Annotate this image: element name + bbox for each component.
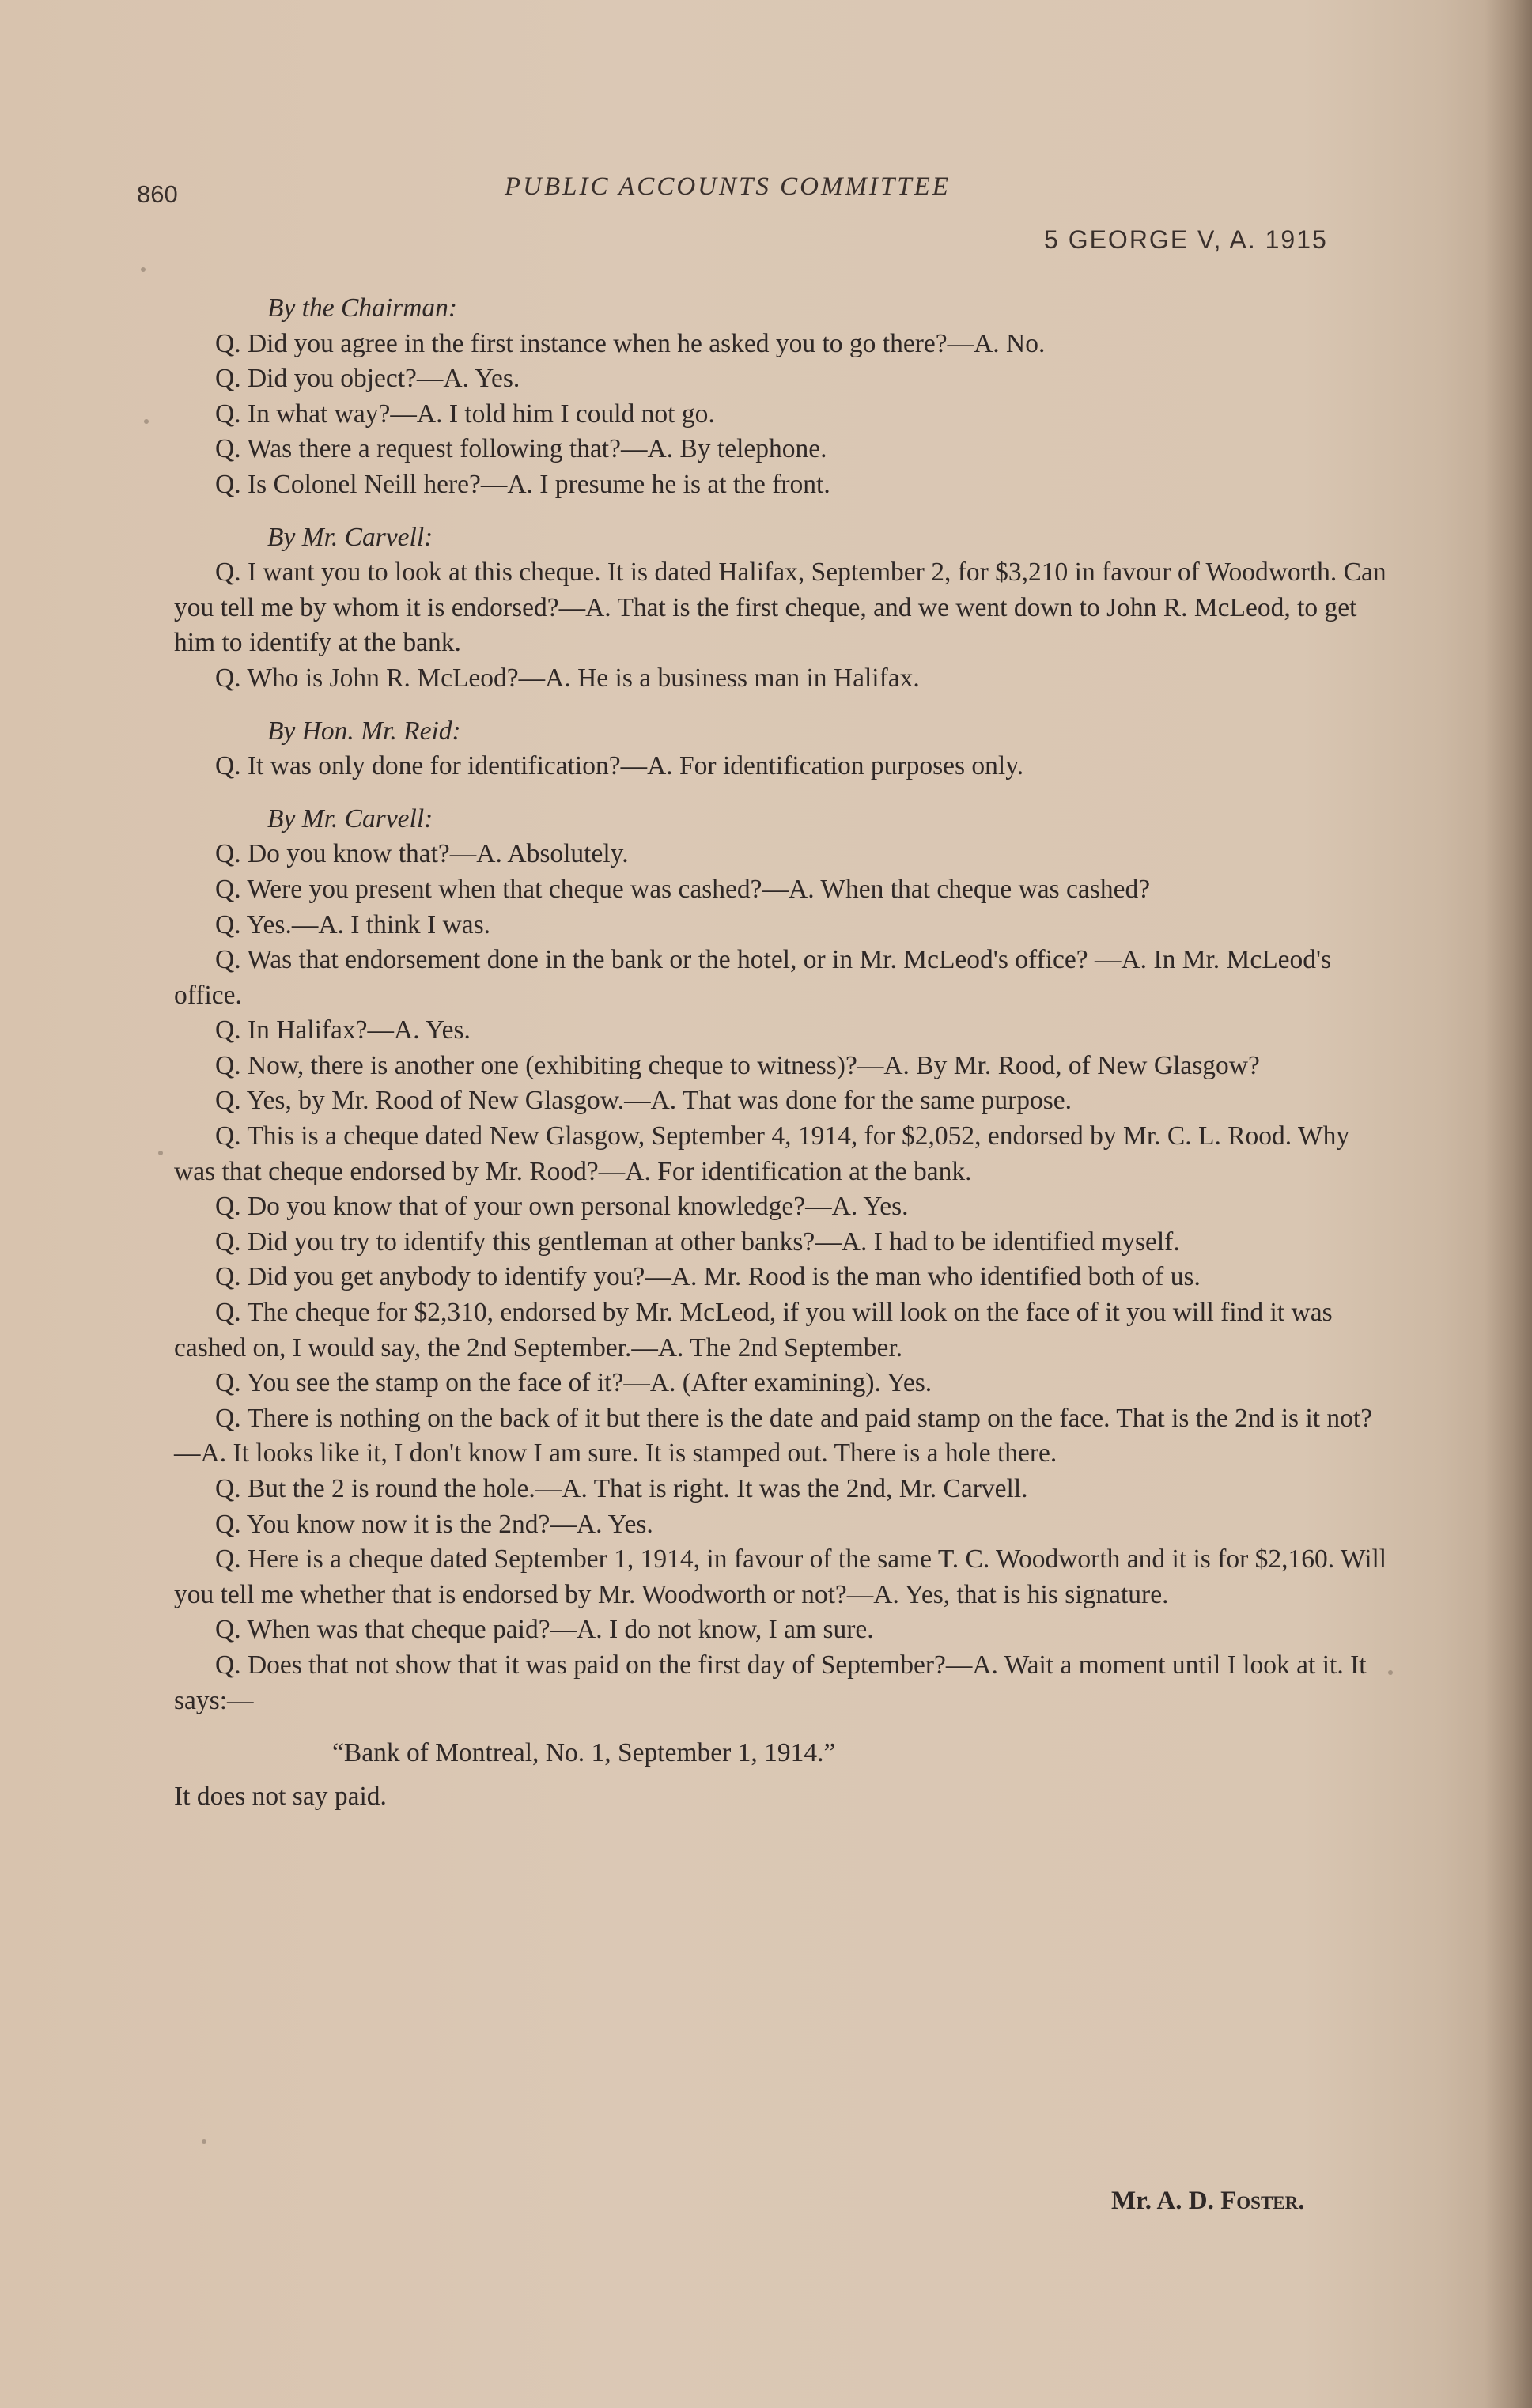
speaker-heading: By Mr. Carvell: — [267, 803, 433, 834]
page-number: 860 — [137, 180, 178, 208]
running-title: PUBLIC ACCOUNTS COMMITTEE — [505, 172, 951, 201]
qa-paragraph: Q. Yes.—A. I think I was. — [215, 909, 491, 939]
qa-paragraph: Q. Was that endorsement done in the bank or the hotel, or in Mr. McLeod's office? —A. In Mr. McLeod's office. — [174, 945, 1332, 1010]
speaker-heading: By the Chairman: — [267, 293, 458, 323]
witness-signature-line — [1111, 2187, 1305, 2216]
qa-paragraph: Q. Did you object?—A. Yes. — [215, 364, 520, 394]
qa-paragraph: Q. I want you to look at this cheque. It is dated Halifax, September 2, for $3,210 in favour of Woodworth. Can you tell me by whom it is endorsed?—A. That is the first cheque, and we went down to John R. McLeod, to get him to identify at the bank. — [174, 558, 1386, 658]
signature-surname: Foster. — [1220, 2187, 1305, 2215]
qa-paragraph: Q. Who is John R. McLeod?—A. He is a business man in Halifax. — [215, 663, 920, 693]
quoted-text: “Bank of Montreal, No. 1, September 1, 1914.” — [332, 1738, 836, 1768]
qa-paragraph: Q. There is nothing on the back of it but there is the date and paid stamp on the face. That is the 2nd is it not?—A. It looks like it, I don't know I am sure. It is stamped out. There is a hole there. — [174, 1403, 1373, 1469]
qa-paragraph: Q. This is a cheque dated New Glasgow, September 4, 1914, for $2,052, endorsed by Mr. C. L. Rood. Why was that cheque endorsed by Mr. Rood?—A. For identification at the bank. — [174, 1121, 1350, 1186]
paper-speck — [202, 2139, 206, 2144]
qa-paragraph: Q. In Halifax?—A. Yes. — [215, 1015, 471, 1045]
qa-paragraph: Q. In what way?—A. I told him I could not go. — [215, 399, 715, 429]
qa-paragraph: Q. Were you present when that cheque was cashed?—A. When that cheque was cashed? — [215, 874, 1151, 904]
speaker-heading: By Hon. Mr. Reid: — [267, 716, 461, 746]
qa-paragraph: Q. But the 2 is round the hole.—A. That is right. It was the 2nd, Mr. Carvell. — [215, 1474, 1028, 1503]
paper-speck — [1388, 1670, 1393, 1675]
signature-prefix: Mr. A. D. — [1111, 2187, 1221, 2215]
edition-line: 5 GEORGE V, A. 1915 — [1044, 225, 1328, 254]
qa-paragraph: Q. Here is a cheque dated September 1, 1914, in favour of the same T. C. Woodworth and it is for $2,160. Will you tell me whether that is endorsed by Mr. Woodworth or not?—A. Yes, that is his signature. — [174, 1544, 1387, 1609]
qa-paragraph: Q. Did you get anybody to identify you?—A. Mr. Rood is the man who identified both of us. — [215, 1262, 1201, 1292]
qa-paragraph: Q. Is Colonel Neill here?—A. I presume he is at the front. — [215, 469, 830, 499]
qa-paragraph: Q. You know now it is the 2nd?—A. Yes. — [215, 1509, 653, 1539]
qa-paragraph: Q. It was only done for identification?—A. For identification purposes only. — [215, 751, 1024, 781]
qa-paragraph: Q. Now, there is another one (exhibiting cheque to witness)?—A. By Mr. Rood, of New Glasgow? — [215, 1050, 1260, 1080]
qa-paragraph: Q. Did you try to identify this gentleman at other banks?—A. I had to be identified myself. — [215, 1227, 1180, 1257]
qa-paragraph: Q. When was that cheque paid?—A. I do not know, I am sure. — [215, 1615, 874, 1645]
paper-speck — [144, 419, 149, 424]
paper-speck — [141, 267, 146, 272]
qa-paragraph: Q. Yes, by Mr. Rood of New Glasgow.—A. That was done for the same purpose. — [215, 1086, 1072, 1116]
qa-paragraph: Q. Did you agree in the first instance when he asked you to go there?—A. No. — [215, 328, 1046, 358]
qa-paragraph: Q. Was there a request following that?—A. By telephone. — [215, 434, 827, 464]
spine-shadow — [1485, 0, 1532, 2408]
qa-paragraph: Q. Do you know that of your own personal knowledge?—A. Yes. — [215, 1192, 909, 1222]
qa-paragraph: Q. You see the stamp on the face of it?—A. (After examining). Yes. — [215, 1368, 932, 1398]
speaker-heading: By Mr. Carvell: — [267, 522, 433, 552]
closing-line: It does not say paid. — [174, 1781, 387, 1811]
qa-paragraph: Q. Does that not show that it was paid on the first day of September?—A. Wait a moment until I look at it. It says:— — [174, 1650, 1367, 1715]
paper-speck — [158, 1151, 163, 1155]
qa-paragraph: Q. The cheque for $2,310, endorsed by Mr. McLeod, if you will look on the face of it you will find it was cashed on, I would say, the 2nd September.—A. The 2nd September. — [174, 1298, 1333, 1363]
transcript-body — [174, 291, 1392, 1814]
qa-paragraph: Q. Do you know that?—A. Absolutely. — [215, 839, 629, 869]
